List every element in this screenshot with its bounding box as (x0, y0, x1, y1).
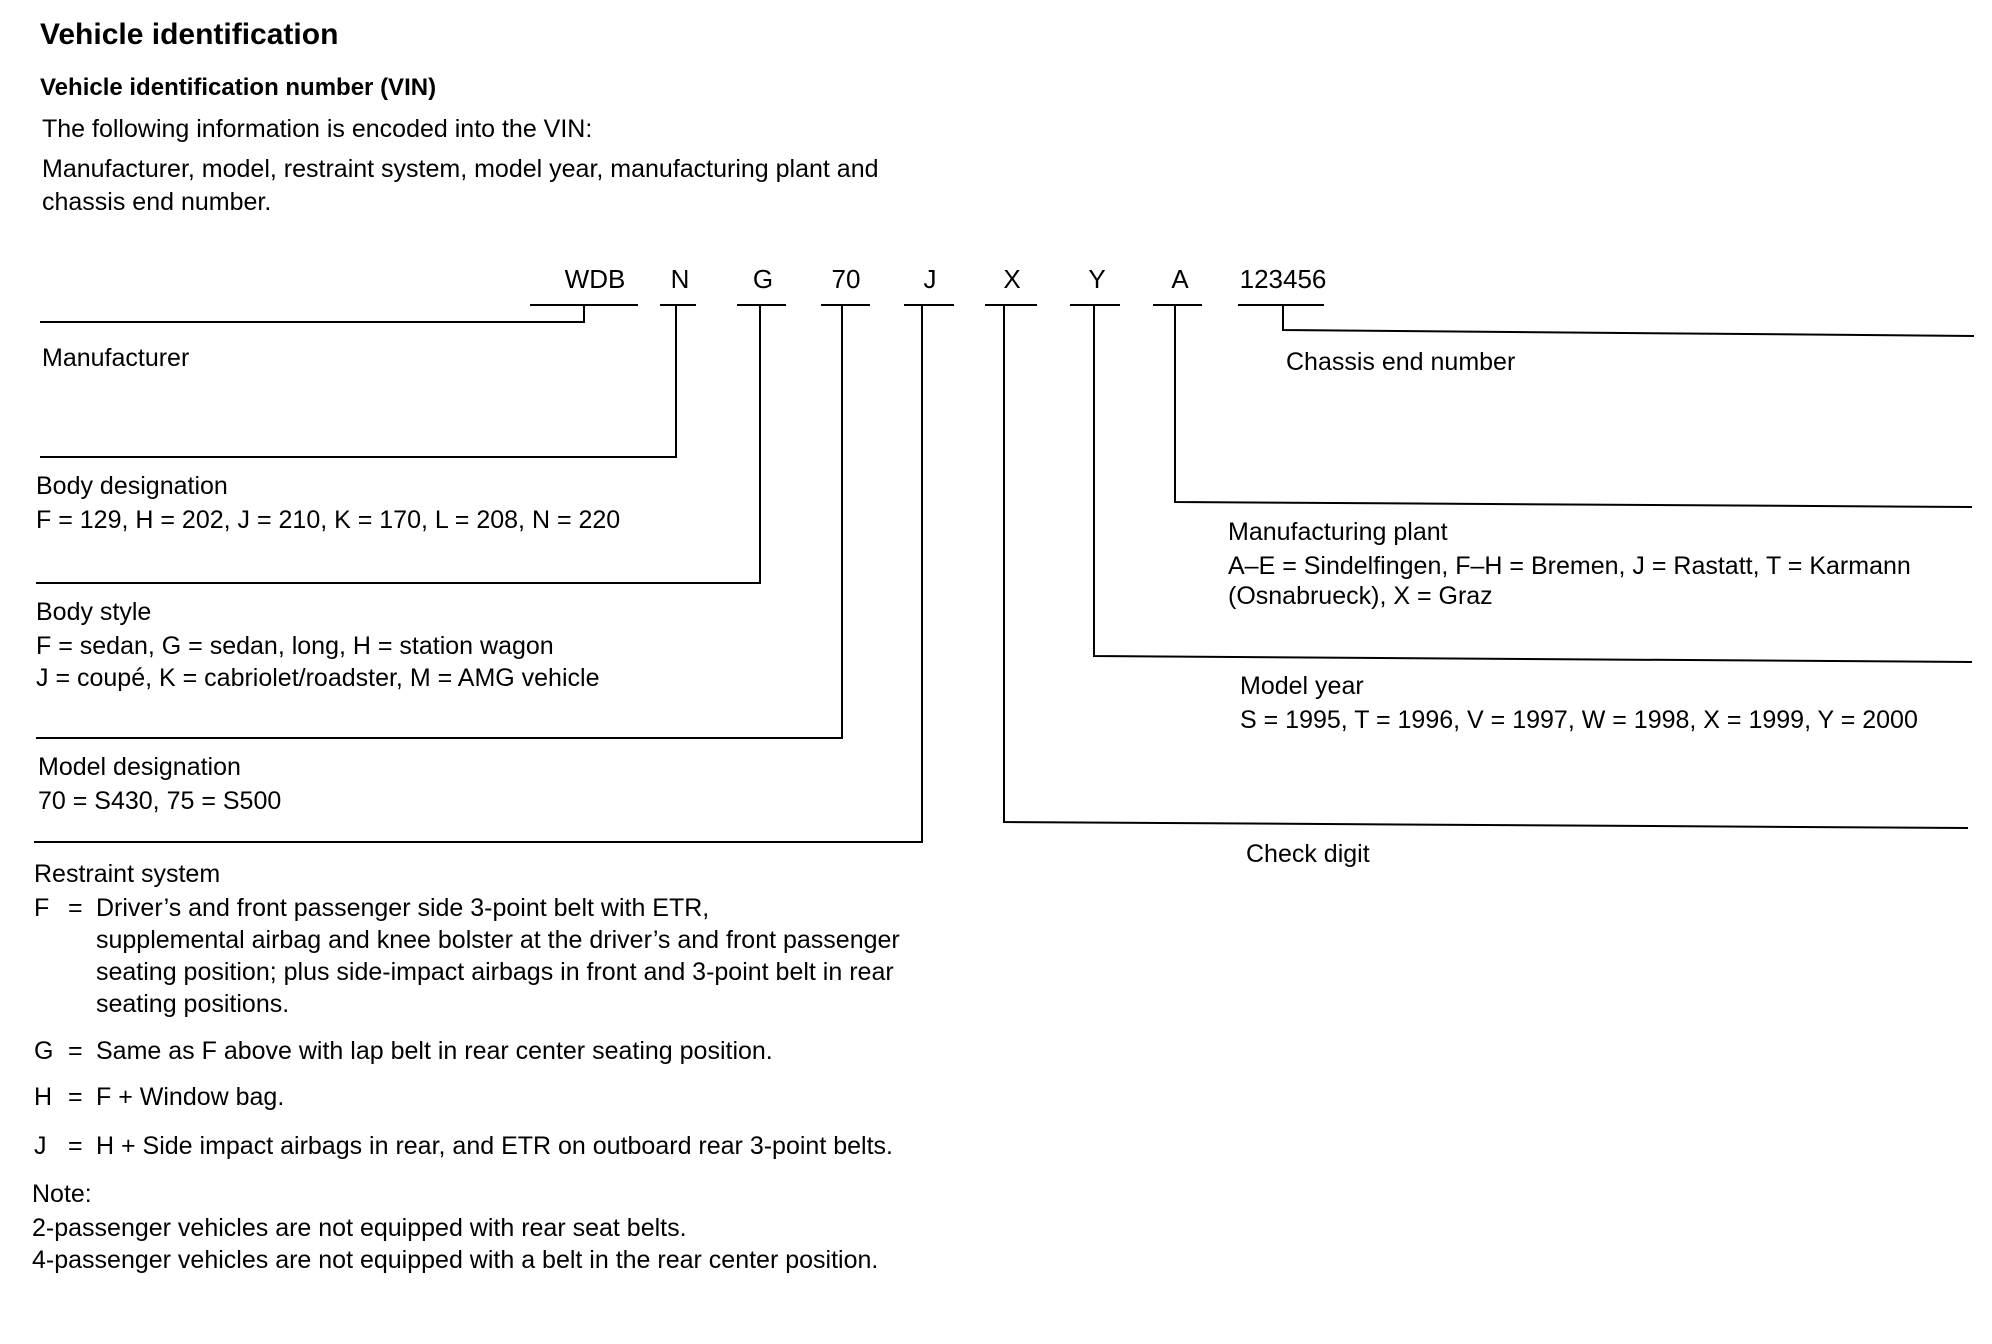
body-style-line-1: F = sedan, G = sedan, long, H = station wagon (36, 632, 554, 660)
restraint-h-line-1: F + Window bag. (96, 1083, 285, 1111)
connector-model-year (1094, 305, 1972, 662)
restraint-g-line-1: Same as F above with lap belt in rear center seating position. (96, 1037, 773, 1065)
label-manufacturer: Manufacturer (42, 344, 190, 372)
vin-code-check-digit: X (1003, 264, 1021, 294)
manufacturing-plant-line-2: (Osnabrueck), X = Graz (1228, 582, 1493, 610)
intro-line-3: chassis end number. (42, 188, 272, 216)
note-heading: Note: (32, 1180, 92, 1208)
page-title: Vehicle identification (40, 18, 339, 51)
restraint-item-f (34, 892, 1014, 1022)
vin-code-body-designation: N (670, 264, 690, 294)
note-line-1: 2-passenger vehicles are not equipped with rear seat belts. (32, 1214, 687, 1242)
vin-code-chassis: 123456 (1239, 264, 1327, 294)
model-designation-values: 70 = S430, 75 = S500 (38, 787, 282, 815)
restraint-item-g (34, 1035, 1014, 1069)
connector-chassis (1283, 305, 1974, 336)
vin-code-model-year: Y (1088, 264, 1106, 294)
label-body-style: Body style (36, 598, 152, 626)
restraint-eq: = (68, 894, 83, 922)
intro-line-2: Manufacturer, model, restraint system, model year, manufacturing plant and (42, 155, 879, 183)
restraint-eq: = (68, 1037, 83, 1065)
restraint-key: G (34, 1037, 54, 1065)
vin-code-plant: A (1171, 264, 1189, 294)
intro-line-1: The following information is encoded into the VIN: (42, 115, 593, 143)
label-manufacturing-plant: Manufacturing plant (1228, 518, 1448, 546)
note-line-2: 4-passenger vehicles are not equipped with a belt in the rear center position. (32, 1246, 879, 1274)
restraint-key: J (34, 1132, 47, 1160)
restraint-key: H (34, 1083, 53, 1111)
body-designation-values: F = 129, H = 202, J = 210, K = 170, L = 208, N = 220 (36, 506, 621, 534)
vin-code-body-style: G (752, 264, 774, 294)
restraint-key: F (34, 894, 50, 922)
connector-manufacturer (40, 305, 584, 322)
manufacturing-plant-line-1: A–E = Sindelfingen, F–H = Bremen, J = Rastatt, T = Karmann (1228, 552, 1911, 580)
restraint-f-line-3: seating position; plus side-impact airbags in front and 3-point belt in rear (96, 958, 894, 986)
label-model-designation: Model designation (38, 753, 241, 781)
restraint-item-j (34, 1130, 1014, 1164)
label-restraint-system: Restraint system (34, 860, 221, 888)
restraint-j-line-1: H + Side impact airbags in rear, and ETR on outboard rear 3-point belts. (96, 1132, 893, 1160)
restraint-f-line-4: seating positions. (96, 990, 290, 1018)
restraint-f-line-2: supplemental airbag and knee bolster at the driver’s and front passenger (96, 926, 900, 954)
model-year-values: S = 1995, T = 1996, V = 1997, W = 1998, X = 1999, Y = 2000 (1240, 706, 1918, 734)
connector-body-designation (40, 305, 676, 457)
label-model-year: Model year (1240, 672, 1364, 700)
section-title: Vehicle identification number (VIN) (40, 74, 437, 101)
label-body-designation: Body designation (36, 472, 228, 500)
body-style-line-2: J = coupé, K = cabriolet/roadster, M = AMG vehicle (36, 664, 600, 692)
restraint-eq: = (68, 1132, 83, 1160)
vin-code-model-designation: 70 (831, 264, 861, 294)
restraint-f-line-1: Driver’s and front passenger side 3-point belt with ETR, (96, 894, 710, 922)
label-check-digit: Check digit (1246, 840, 1370, 868)
vin-code-manufacturer: WDB (564, 264, 626, 294)
label-chassis-end-number: Chassis end number (1286, 348, 1516, 376)
restraint-eq: = (68, 1083, 83, 1111)
vin-code-restraint-system: J (923, 264, 937, 294)
restraint-item-h (34, 1081, 1014, 1115)
